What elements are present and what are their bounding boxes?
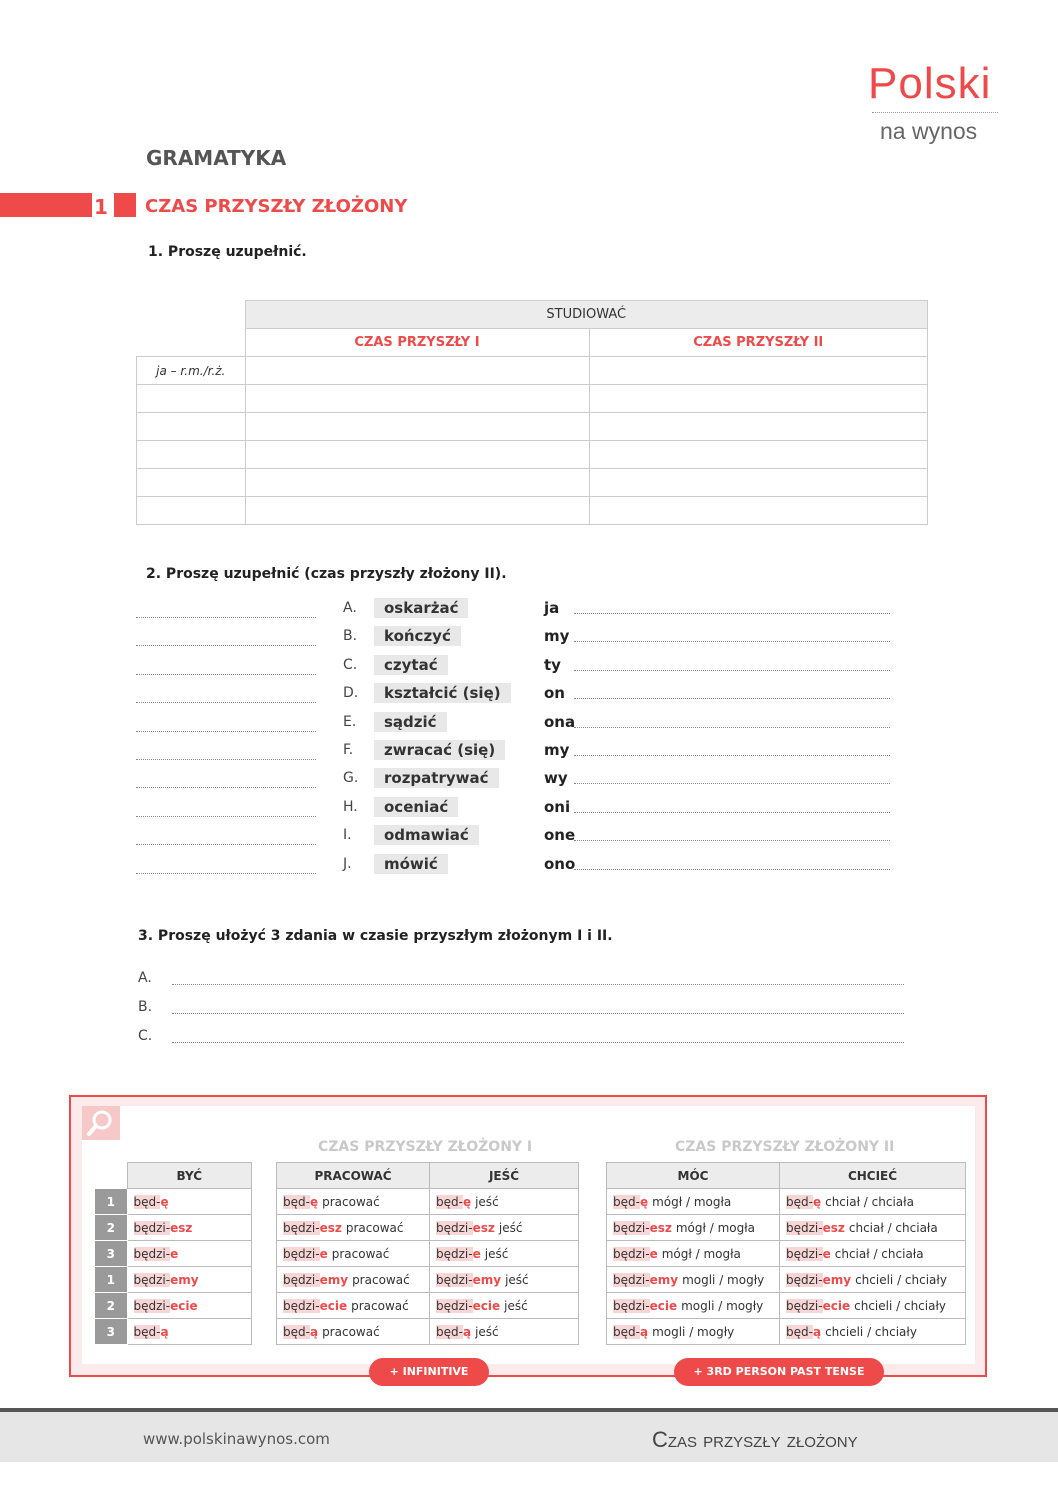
form-ending: ecie — [319, 1298, 348, 1313]
form-word: mogli / mogły — [682, 1272, 765, 1287]
logo-divider — [872, 112, 998, 113]
form-ending: emy — [649, 1272, 679, 1287]
form-stem: będ- — [786, 1194, 813, 1209]
form-stem: będzi- — [283, 1220, 320, 1235]
section-title: CZAS PRZYSZŁY ZŁOŻONY — [145, 196, 408, 217]
table-row — [95, 1293, 252, 1319]
item-letter: C. — [138, 1028, 153, 1044]
answer-line[interactable] — [574, 640, 890, 642]
table-row — [277, 1267, 579, 1293]
table-row — [277, 1293, 579, 1319]
table-row — [95, 1319, 252, 1345]
answer-line[interactable] — [136, 701, 316, 703]
section-square — [114, 193, 136, 217]
form-word: pracować — [351, 1298, 409, 1313]
past-tense-table — [606, 1162, 966, 1345]
item-letter: H. — [343, 798, 358, 815]
conjugated-form — [277, 1241, 430, 1267]
form-stem: będ- — [133, 1324, 161, 1339]
conjugated-form — [780, 1241, 966, 1267]
form-stem: będzi- — [786, 1272, 823, 1287]
sentence-line[interactable] — [172, 983, 904, 985]
form-ending: ę — [462, 1194, 472, 1209]
form-word: chcieli / chciały — [854, 1298, 946, 1313]
form-word: pracować — [322, 1194, 380, 1209]
verb-chip: odmawiać — [374, 825, 479, 845]
form-stem: będzi- — [786, 1220, 823, 1235]
conjugated-form — [430, 1241, 579, 1267]
conjugated-form — [780, 1267, 966, 1293]
conjugated-form — [127, 1319, 252, 1345]
answer-cell[interactable] — [589, 469, 928, 497]
form-stem: będzi- — [436, 1220, 473, 1235]
chciec-header: CHCIEĆ — [780, 1163, 966, 1189]
pronoun: ja — [544, 599, 560, 617]
form-word: pracować — [331, 1246, 390, 1261]
logo-title: Polski — [868, 59, 992, 108]
answer-line[interactable] — [136, 872, 316, 874]
verb-chip: mówić — [374, 854, 448, 874]
table-row — [277, 1189, 579, 1215]
form-stem: będzi- — [436, 1272, 473, 1287]
byc-table — [94, 1162, 252, 1345]
form-stem: będzi- — [133, 1272, 171, 1287]
form-ending: ą — [160, 1324, 169, 1339]
form-word: pracować — [352, 1272, 410, 1287]
answer-cell[interactable] — [589, 441, 928, 469]
answer-line[interactable] — [574, 782, 890, 784]
form-ending: esz — [170, 1220, 193, 1235]
form-ending: ę — [639, 1194, 649, 1209]
row-label: ja – r.m./r.ż. — [137, 357, 246, 385]
form-ending: esz — [319, 1220, 342, 1235]
person-number: 1 — [95, 1189, 128, 1215]
answer-line[interactable] — [574, 839, 890, 841]
verb-chip: rozpatrywać — [374, 768, 499, 788]
conjugated-form — [277, 1189, 430, 1215]
conjugated-form — [780, 1319, 966, 1345]
form-stem: będ- — [436, 1324, 463, 1339]
table-row — [277, 1215, 579, 1241]
table-row — [607, 1215, 966, 1241]
form-stem: będzi- — [613, 1246, 650, 1261]
conjugated-form — [127, 1293, 252, 1319]
answer-line[interactable] — [136, 616, 316, 618]
answer-cell[interactable] — [589, 413, 928, 441]
form-stem: będzi- — [133, 1220, 171, 1235]
answer-line[interactable] — [136, 843, 316, 845]
form-stem: będ- — [613, 1324, 640, 1339]
row-label — [137, 413, 246, 441]
pracowac-header: PRACOWAĆ — [277, 1163, 430, 1189]
form-stem: będzi- — [786, 1298, 823, 1313]
grammar-title-2: CZAS PRZYSZŁY ZŁOŻONY II — [675, 1139, 895, 1155]
form-stem: będzi- — [283, 1246, 320, 1261]
form-ending: emy — [472, 1272, 502, 1287]
section-number: 1 — [94, 195, 108, 219]
conjugated-form — [127, 1189, 252, 1215]
form-word: mógł / mogła — [661, 1246, 741, 1261]
table-row — [607, 1241, 966, 1267]
form-stem: będzi- — [436, 1246, 473, 1261]
form-ending: e — [822, 1246, 831, 1261]
sentence-line[interactable] — [172, 1012, 904, 1014]
answer-line[interactable] — [574, 669, 890, 671]
form-ending: ą — [812, 1324, 822, 1339]
form-word: mogli / mogły — [652, 1324, 735, 1339]
person-number: 2 — [95, 1293, 128, 1319]
answer-cell[interactable] — [245, 497, 589, 525]
form-ending: ę — [812, 1194, 822, 1209]
grammar-title-1: CZAS PRZYSZŁY ZŁOŻONY I — [318, 1139, 533, 1155]
verb-header: STUDIOWAĆ — [245, 301, 928, 329]
conjugated-form — [780, 1293, 966, 1319]
infinitive-pill: + INFINITIVE — [369, 1358, 489, 1386]
table-row — [607, 1189, 966, 1215]
item-letter: F. — [343, 742, 354, 758]
form-word: jeść — [475, 1324, 499, 1339]
table-row — [95, 1215, 252, 1241]
conjugated-form — [607, 1293, 780, 1319]
conjugated-form — [780, 1215, 966, 1241]
conjugated-form — [430, 1319, 579, 1345]
form-word: jeść — [504, 1298, 528, 1313]
form-word: jeść — [498, 1220, 523, 1235]
form-ending: ą — [462, 1324, 472, 1339]
answer-line[interactable] — [574, 726, 890, 728]
pronoun: wy — [544, 769, 568, 788]
conjugated-form — [277, 1293, 430, 1319]
answer-line[interactable] — [136, 730, 316, 732]
conjugated-form — [127, 1241, 252, 1267]
form-ending: esz — [822, 1220, 845, 1235]
person-number: 2 — [95, 1215, 128, 1241]
item-letter: B. — [138, 999, 153, 1015]
section-bar — [0, 193, 92, 217]
answer-line[interactable] — [574, 811, 890, 813]
conjugated-form — [127, 1215, 252, 1241]
form-word: chciał / chciała — [834, 1246, 924, 1261]
item-letter: E. — [343, 713, 357, 730]
answer-line[interactable] — [136, 758, 316, 760]
table-row — [277, 1241, 579, 1267]
verb-chip: sądzić — [374, 712, 447, 732]
form-stem: będzi- — [613, 1298, 650, 1313]
logo-subtitle: na wynos — [880, 118, 978, 144]
conjugated-form — [607, 1189, 780, 1215]
conjugated-form — [277, 1267, 430, 1293]
exercise-2-title: 2. Proszę uzupełnić (czas przyszły złożony II). — [146, 566, 507, 582]
conjugated-form — [607, 1241, 780, 1267]
form-stem: będzi- — [133, 1246, 171, 1261]
answer-cell[interactable] — [589, 357, 928, 385]
moc-header: MÓC — [607, 1163, 780, 1189]
form-word: chcieli / chciały — [825, 1324, 917, 1339]
form-stem: będzi- — [436, 1298, 473, 1313]
form-ending: ą — [309, 1324, 319, 1339]
conjugated-form — [430, 1293, 579, 1319]
pronoun: my — [544, 627, 570, 646]
verb-chip: oceniać — [374, 797, 458, 817]
person-number: 3 — [95, 1319, 128, 1345]
form-ending: esz — [472, 1220, 495, 1235]
item-letter: A. — [343, 600, 357, 616]
form-ending: ecie — [822, 1298, 851, 1313]
form-ending: e — [472, 1246, 481, 1261]
conjugated-form — [607, 1215, 780, 1241]
answer-cell[interactable] — [245, 441, 589, 469]
row-label — [137, 469, 246, 497]
form-stem: będ- — [436, 1194, 463, 1209]
answer-cell[interactable] — [589, 497, 928, 525]
pronoun: ty — [544, 655, 561, 674]
form-ending: emy — [319, 1272, 349, 1287]
jesc-header: JEŚĆ — [430, 1163, 579, 1189]
form-stem: będzi- — [283, 1298, 320, 1313]
row-label — [137, 441, 246, 469]
form-ending: e — [319, 1246, 328, 1261]
form-stem: będ- — [283, 1194, 310, 1209]
form-ending: ą — [639, 1324, 649, 1339]
form-word: mógł / mogła — [652, 1194, 732, 1209]
pronoun: ono — [544, 854, 576, 873]
conjugated-form — [127, 1267, 252, 1293]
pronoun: my — [544, 741, 570, 759]
table-row — [607, 1319, 966, 1345]
person-number: 3 — [95, 1241, 128, 1267]
answer-line[interactable] — [574, 868, 890, 870]
form-word: pracować — [322, 1324, 380, 1339]
col-header-2: CZAS PRZYSZŁY II — [589, 329, 928, 357]
form-ending: ę — [160, 1194, 169, 1209]
answer-cell[interactable] — [245, 413, 589, 441]
conjugated-form — [430, 1189, 579, 1215]
table-row — [95, 1189, 252, 1215]
item-letter: J. — [343, 855, 352, 872]
conjugated-form — [277, 1319, 430, 1345]
answer-line[interactable] — [574, 754, 890, 756]
conjugated-form — [780, 1189, 966, 1215]
form-stem: będzi- — [613, 1272, 650, 1287]
pronoun: on — [544, 684, 565, 703]
row-label — [137, 497, 246, 525]
form-ending: ecie — [472, 1298, 501, 1313]
conjugated-form — [607, 1319, 780, 1345]
form-stem: będzi- — [786, 1246, 823, 1261]
form-word: chciał / chciała — [848, 1220, 938, 1235]
item-letter: A. — [138, 970, 152, 986]
form-ending: esz — [649, 1220, 672, 1235]
conjugated-form — [430, 1215, 579, 1241]
answer-line[interactable] — [136, 815, 316, 817]
table-row — [95, 1267, 252, 1293]
pronoun: oni — [544, 797, 571, 816]
conjugated-form — [430, 1267, 579, 1293]
answer-line[interactable] — [574, 697, 890, 699]
sentence-line[interactable] — [172, 1041, 904, 1043]
footer-url[interactable]: www.polskinawynos.com — [143, 1430, 330, 1448]
table-row — [95, 1241, 252, 1267]
col-header-1: CZAS PRZYSZŁY I — [245, 329, 589, 357]
verb-chip: czytać — [374, 655, 448, 675]
verb-chip: oskarżać — [374, 598, 468, 618]
footer-title: Czas przyszły złożony — [652, 1427, 858, 1452]
pronoun: one — [544, 826, 576, 845]
exercise-1-title: 1. Proszę uzupełnić. — [148, 244, 307, 260]
answer-line[interactable] — [136, 644, 316, 646]
verb-chip: zwracać (się) — [374, 740, 505, 760]
form-ending: ę — [309, 1194, 319, 1209]
form-ending: emy — [822, 1272, 852, 1287]
item-letter: C. — [343, 656, 358, 673]
form-word: jeść — [484, 1246, 509, 1261]
form-word: chcieli / chciały — [855, 1272, 947, 1287]
answer-cell[interactable] — [245, 385, 589, 413]
form-ending: e — [649, 1246, 658, 1261]
answer-line[interactable] — [574, 612, 890, 614]
form-word: chciał / chciała — [825, 1194, 914, 1209]
section-label: GRAMATYKA — [146, 146, 287, 170]
form-stem: będ- — [133, 1194, 161, 1209]
answer-line[interactable] — [136, 673, 316, 675]
byc-header: BYĆ — [127, 1163, 252, 1189]
form-stem: będzi- — [133, 1298, 171, 1313]
table-row — [607, 1267, 966, 1293]
exercise-3-title: 3. Proszę ułożyć 3 zdania w czasie przyszłym złożonym I i II. — [138, 928, 613, 944]
verb-chip: kończyć — [374, 626, 461, 646]
magnifier-icon — [82, 1106, 120, 1140]
answer-cell[interactable] — [245, 357, 589, 385]
item-letter: D. — [343, 685, 359, 702]
form-stem: będ- — [613, 1194, 640, 1209]
form-stem: będ- — [283, 1324, 310, 1339]
row-label — [137, 385, 246, 413]
past-tense-pill: + 3RD PERSON PAST TENSE SG/PL — [674, 1358, 884, 1386]
conjugated-form — [607, 1267, 780, 1293]
person-number: 1 — [95, 1267, 128, 1293]
form-word: jeść — [505, 1272, 529, 1287]
conjugated-form — [277, 1215, 430, 1241]
table-row — [277, 1319, 579, 1345]
verb-chip: kształcić (się) — [374, 683, 511, 703]
exercise-1-table — [136, 300, 928, 525]
form-ending: ecie — [649, 1298, 678, 1313]
answer-line[interactable] — [136, 786, 316, 788]
form-word: mógł / mogła — [675, 1220, 756, 1235]
item-letter: G. — [343, 770, 359, 787]
item-letter: I. — [343, 827, 352, 844]
form-stem: będzi- — [283, 1272, 320, 1287]
pronoun: ona — [544, 712, 576, 731]
form-word: pracować — [345, 1220, 404, 1235]
answer-cell[interactable] — [245, 469, 589, 497]
form-ending: emy — [170, 1272, 199, 1287]
answer-cell[interactable] — [589, 385, 928, 413]
form-ending: e — [170, 1246, 179, 1261]
form-ending: ecie — [170, 1298, 198, 1313]
form-word: mogli / mogły — [681, 1298, 764, 1313]
infinitive-table — [276, 1162, 579, 1345]
table-row — [607, 1293, 966, 1319]
form-stem: będzi- — [613, 1220, 650, 1235]
form-stem: będ- — [786, 1324, 813, 1339]
item-letter: B. — [343, 628, 358, 645]
form-word: jeść — [475, 1194, 499, 1209]
